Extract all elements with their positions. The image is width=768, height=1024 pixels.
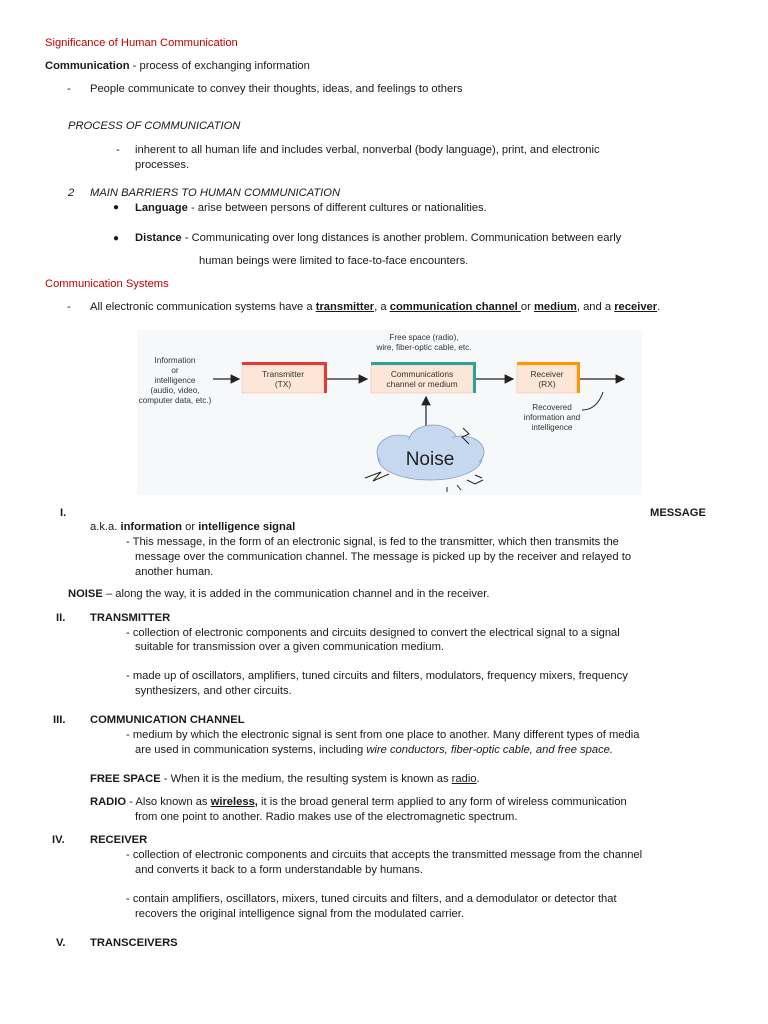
dash-icon: -	[116, 144, 120, 156]
text: - Also known as	[126, 796, 211, 808]
term-medium: medium	[533, 301, 577, 313]
term-transmitter: transmitter	[315, 301, 375, 313]
channel-label: channel or medium	[386, 379, 458, 389]
text: All electronic communication systems have a	[90, 301, 316, 313]
bullet-dot-icon: ●	[113, 233, 120, 244]
section-number-iv: IV.	[52, 834, 65, 846]
section-title-message: MESSAGE	[650, 507, 706, 519]
section-title-transceivers: TRANSCEIVERS	[90, 937, 178, 949]
section-title-receiver: RECEIVER	[90, 834, 148, 846]
message-line3: another human.	[135, 566, 214, 578]
message-aka	[90, 520, 295, 535]
input-label-line: Information	[154, 356, 196, 365]
text: are used in communication systems, including	[135, 744, 367, 756]
free-space-definition	[90, 772, 480, 787]
def-communication: - process of exchanging information	[129, 60, 310, 72]
text: it is the broad general term applied to any form of wireless communication	[257, 796, 627, 808]
section-number-v: V.	[56, 937, 66, 949]
transmitter-label-tx: (TX)	[274, 379, 292, 389]
term-language: Language	[135, 202, 188, 214]
bullet-electronic-systems	[90, 300, 660, 315]
term-radio: radio	[451, 773, 477, 785]
channel-label: Communications	[390, 369, 454, 379]
transmitter-label: Transmitter	[261, 369, 305, 379]
diagram-svg	[137, 330, 642, 495]
term-information: information	[120, 521, 183, 533]
section-number-iii: III.	[53, 714, 66, 726]
receiver-block	[517, 362, 580, 393]
term-distance: Distance	[135, 232, 182, 244]
channel-top-line: wire, fiber-optic cable, etc.	[376, 343, 472, 352]
transmitter-line4: synthesizers, and other circuits.	[135, 685, 292, 697]
text: , and a	[576, 301, 615, 313]
transmitter-edge-top	[242, 362, 327, 365]
recovered-line: information and	[523, 413, 581, 422]
receiver-line1: - collection of electronic components and circuits that accepts the transmitted message from the channel	[126, 849, 643, 861]
process-text-line2: processes.	[135, 159, 190, 171]
channel-media-examples: wire conductors, fiber-optic cable, and free space.	[366, 744, 613, 756]
transmitter-block	[242, 362, 327, 393]
communication-system-diagram	[137, 330, 642, 495]
barrier-language	[135, 201, 487, 216]
transmitter-edge-right	[324, 362, 327, 393]
message-line2: message over the communication channel. The message is picked up by the receiver and relayed to	[135, 551, 632, 563]
radio-line2: from one point to another. Radio makes use of the electromagnetic spectrum.	[135, 811, 518, 823]
input-label-line: intelligence	[154, 376, 196, 385]
receiver-label: Receiver	[530, 369, 564, 379]
receiver-edge-right	[577, 362, 580, 393]
receiver-line2: and converts it back to a form understandable by humans.	[135, 864, 423, 876]
term-channel: communication channel	[389, 301, 521, 313]
recovered-line: Recovered	[532, 403, 572, 412]
term-noise: NOISE	[68, 588, 103, 600]
channel-block	[371, 362, 476, 393]
receiver-edge-top	[517, 362, 580, 365]
distance-line2: human beings were limited to face-to-face encounters.	[199, 255, 469, 267]
section-number-ii: II.	[56, 612, 66, 624]
message-line1: - This message, in the form of an electronic signal, is fed to the transmitter, which then transmits the	[126, 536, 619, 548]
section-title-significance: Significance of Human Communication	[45, 37, 238, 49]
receiver-label-rx: (RX)	[538, 379, 556, 389]
def-noise: – along the way, it is added in the communication channel and in the receiver.	[102, 588, 490, 600]
term-radio-heading: RADIO	[90, 796, 127, 808]
text: , a	[374, 301, 390, 313]
text: or	[520, 301, 534, 313]
term-intelligence-signal: intelligence signal	[198, 521, 296, 533]
term-free-space: FREE SPACE	[90, 773, 161, 785]
def-distance: - Communicating over long distances is another problem. Communication between early	[181, 232, 622, 244]
text: - When it is the medium, the resulting system is known as	[160, 773, 452, 785]
dash-icon: -	[67, 301, 71, 313]
term-wireless: wireless,	[210, 796, 258, 808]
term-communication: Communication	[45, 60, 130, 72]
receiver-line4: recovers the original intelligence signal from the modulated carrier.	[135, 908, 464, 920]
term-receiver: receiver	[614, 301, 658, 313]
channel-line1: - medium by which the electronic signal is sent from one place to another. Many different types of media	[126, 729, 640, 741]
noise-label: Noise	[405, 449, 455, 470]
transmitter-line1: - collection of electronic components and circuits designed to convert the electrical signal to a signal	[126, 627, 620, 639]
section-number-i: I.	[60, 507, 67, 519]
radio-definition	[90, 795, 627, 810]
text: .	[657, 301, 661, 313]
channel-edge-top	[371, 362, 476, 365]
text: or	[182, 521, 199, 533]
noise-definition	[68, 587, 489, 602]
def-language: - arise between persons of different cultures or nationalities.	[187, 202, 487, 214]
dash-icon: -	[67, 83, 71, 95]
process-text-line1: inherent to all human life and includes verbal, nonverbal (body language), print, and electronic	[135, 144, 600, 156]
channel-top-label	[375, 333, 471, 352]
input-label-line: or	[171, 366, 179, 375]
section-title-channel: COMMUNICATION CHANNEL	[90, 714, 245, 726]
barriers-number: 2	[68, 187, 75, 199]
channel-edge-right	[473, 362, 476, 393]
bullet-dot-icon: ●	[113, 202, 120, 213]
input-label-line: (audio, video,	[150, 386, 200, 395]
process-heading: PROCESS OF COMMUNICATION	[68, 120, 241, 132]
section-title-transmitter: TRANSMITTER	[90, 612, 171, 624]
transmitter-line3: - made up of oscillators, amplifiers, tuned circuits and filters, modulators, frequency mixers, frequency	[126, 670, 628, 682]
recovered-line: intelligence	[531, 423, 573, 432]
channel-top-line: Free space (radio),	[389, 333, 459, 342]
barriers-heading: MAIN BARRIERS TO HUMAN COMMUNICATION	[90, 187, 341, 199]
channel-line2	[135, 743, 613, 758]
text: a.k.a.	[90, 521, 121, 533]
receiver-line3: - contain amplifiers, oscillators, mixers, tuned circuits and filters, and a demodulator or detector that	[126, 893, 617, 905]
communication-definition	[45, 59, 310, 74]
section-title-communication-systems: Communication Systems	[45, 278, 169, 290]
transmitter-line2: suitable for transmission over a given communication medium.	[135, 641, 445, 653]
barrier-distance	[135, 231, 621, 246]
text: .	[476, 773, 480, 785]
bullet-people-communicate: People communicate to convey their thoughts, ideas, and feelings to others	[90, 83, 463, 95]
input-label-line: computer data, etc.)	[138, 396, 212, 405]
